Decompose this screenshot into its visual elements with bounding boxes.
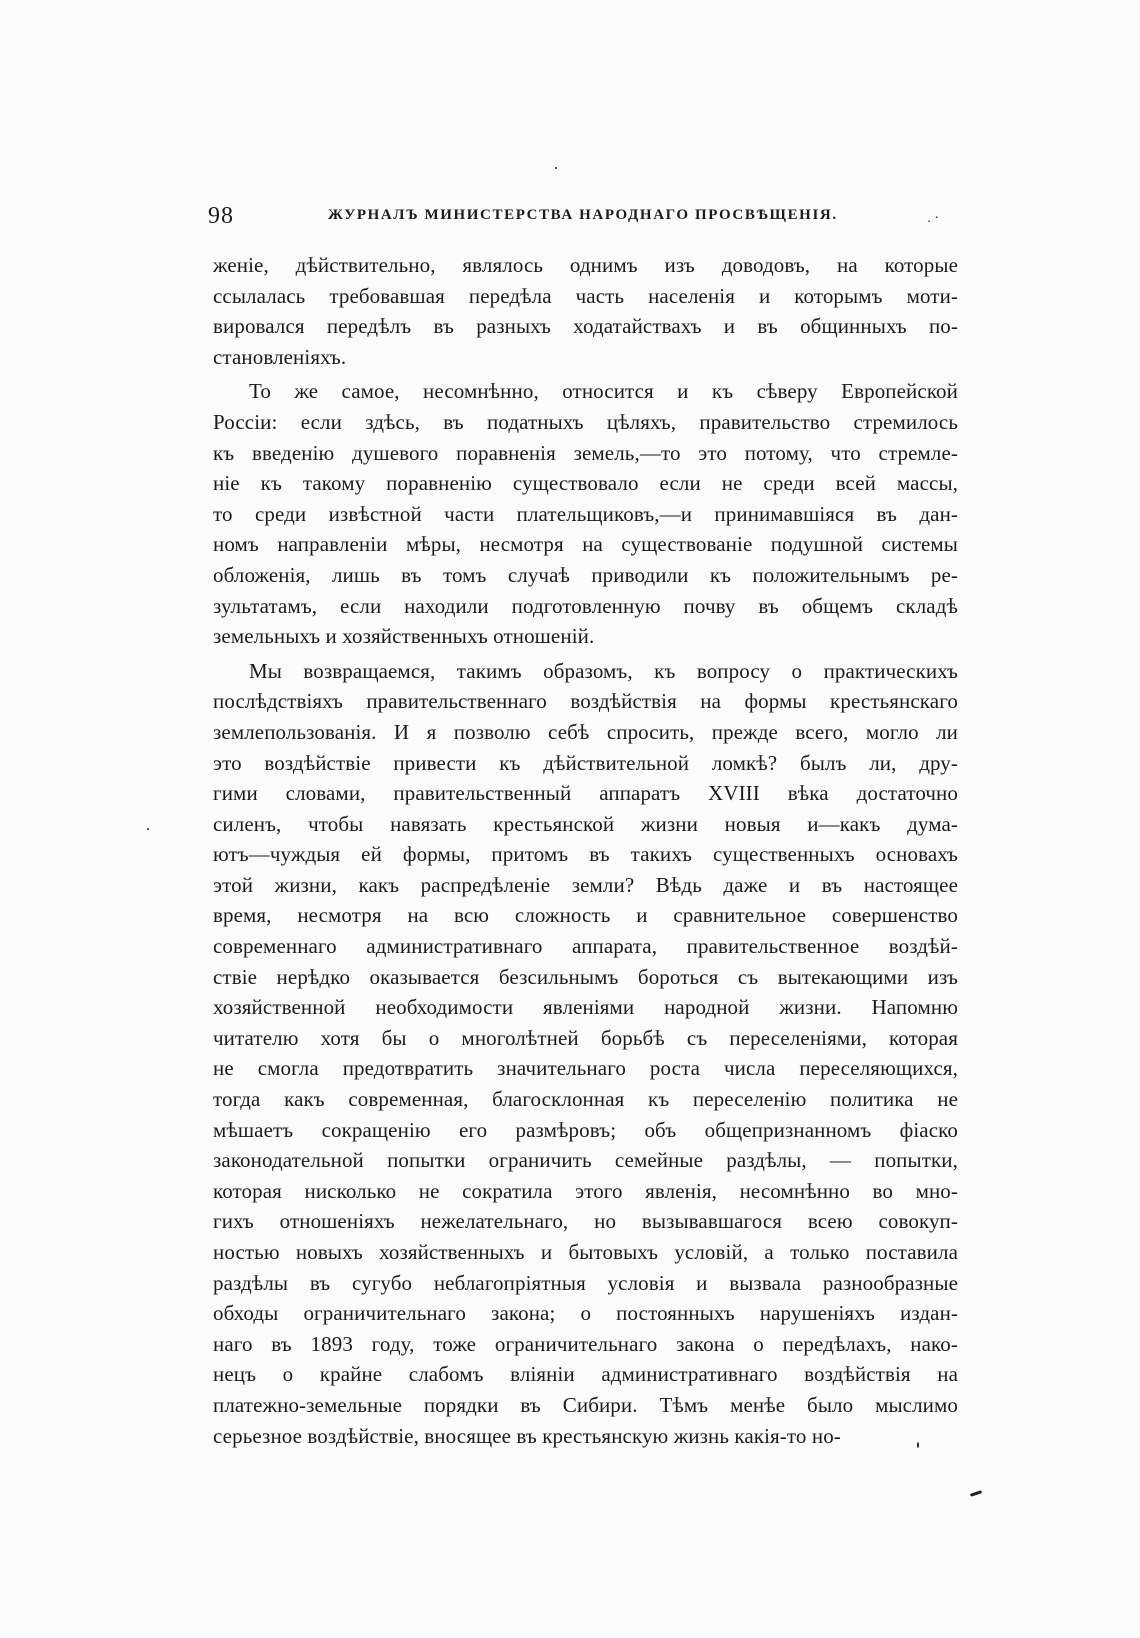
text-line: ніе къ такому поравненію существовало если не среди всей массы, [213, 471, 958, 496]
text-line: гими словами, правительственный аппаратъ XVIII вѣка достаточно [213, 781, 958, 806]
text-line: номъ направленіи мѣры, несмотря на существованіе подушной системы [213, 532, 958, 557]
text-line: раздѣлы въ сугубо неблагопріятныя условія и вызвала разнообразные [213, 1270, 958, 1295]
scan-speck [970, 1490, 982, 1497]
text-line: платежно-земельные порядки въ Сибири. Тѣмъ менѣе было мыслимо [213, 1392, 958, 1417]
text-line: наго въ 1893 году, тоже ограничительнаго закона о передѣлахъ, нако- [213, 1331, 958, 1356]
paragraph [213, 250, 958, 372]
scan-speck [147, 828, 149, 830]
text-line: мѣшаетъ сокращенію его размѣровъ; объ общепризнанномъ фіаско [213, 1117, 958, 1142]
text-line: силенъ, чтобы навязать крестьянской жизни новыя и—какъ дума- [213, 811, 958, 836]
text-line: то среди извѣстной части плательщиковъ,—и принимавшіяся въ дан- [213, 501, 958, 526]
scan-speck [555, 167, 557, 169]
text-line: Россіи: если здѣсь, въ податныхъ цѣляхъ, правительство стремилось [213, 409, 958, 434]
paragraph [213, 656, 958, 1451]
text-line: этой жизни, какъ распредѣленіе земли? Вѣдь даже и въ настоящее [213, 872, 958, 897]
paragraph [213, 376, 958, 651]
text-line: ссылалась требовавшая передѣла часть населенія и которымъ моти- [213, 283, 958, 308]
text-line: къ введенію душевого поравненія земель,—то это потому, что стремле- [213, 440, 958, 465]
text-line: это воздѣйствіе привести къ дѣйствительной ломкѣ? былъ ли, дру- [213, 750, 958, 775]
text-line: То же самое, несомнѣнно, относится и къ сѣверу Европейской [249, 379, 958, 404]
text-line: серьезное воздѣйствіе, вносящее въ крестьянскую жизнь какія-то но- [213, 1423, 841, 1448]
text-line: не смогла предотвратить значительнаго роста числа переселяющихся, [213, 1056, 958, 1081]
text-line: вировался передѣлъ въ разныхъ ходатайствахъ и въ общинныхъ по- [213, 314, 958, 339]
text-line: читателю хотя бы о многолѣтней борьбѣ съ переселеніями, которая [213, 1025, 958, 1050]
scan-speck [917, 1442, 919, 1448]
page-header [208, 203, 953, 231]
text-line: ствіе нерѣдко оказывается безсильнымъ бороться съ вытекающими изъ [213, 964, 958, 989]
text-line: нецъ о крайне слабомъ вліяніи административнаго воздѣйствія на [213, 1362, 958, 1387]
text-line: ютъ—чуждыя ей формы, притомъ въ такихъ существенныхъ основахъ [213, 842, 958, 867]
header-marks: . · [927, 211, 939, 226]
text-line: землепользованія. И я позволю себѣ спросить, прежде всего, могло ли [213, 719, 958, 744]
text-line: зультатамъ, если находили подготовленную почву въ общемъ складѣ [213, 593, 958, 618]
body-text [213, 250, 958, 1451]
text-line: которая нисколько не сократила этого явленія, несомнѣнно во мно- [213, 1178, 958, 1203]
text-line: становленіяхъ. [213, 344, 347, 369]
text-line: тогда какъ современная, благосклонная къ переселенію политика не [213, 1087, 958, 1112]
text-line: обложенія, лишь въ томъ случаѣ приводили къ положительнымъ ре- [213, 562, 958, 587]
text-line: гихъ отношеніяхъ нежелательнаго, но вызывавшагося всею совокуп- [213, 1209, 958, 1234]
text-line: послѣдствіяхъ правительственнаго воздѣйствія на формы крестьянскаго [213, 689, 958, 714]
text-line: обходы ограничительнаго закона; о постоянныхъ нарушеніяхъ издан- [213, 1301, 958, 1326]
text-line: современнаго административнаго аппарата, правительственное воздѣй- [213, 934, 958, 959]
text-line: женіе, дѣйствительно, являлось однимъ изъ доводовъ, на которые [213, 253, 958, 277]
text-line: Мы возвращаемся, такимъ образомъ, къ вопросу о практическихъ [249, 658, 958, 683]
text-line: время, несмотря на всю сложность и сравнительное совершенство [213, 903, 958, 928]
text-line: ностью новыхъ хозяйственныхъ и бытовыхъ условій, а только поставила [213, 1240, 958, 1264]
text-line: земельныхъ и хозяйственныхъ отношеній. [213, 624, 595, 649]
text-line: хозяйственной необходимости явленіями народной жизни. Напомню [213, 995, 958, 1020]
text-line: законодательной попытки ограничить семейные раздѣлы, — попытки, [213, 1148, 958, 1173]
running-head: ЖУРНАЛЪ МИНИСТЕРСТВА НАРОДНАГО ПРОСВѢЩЕНІЯ. [328, 207, 838, 223]
page-number: 98 [208, 203, 234, 229]
